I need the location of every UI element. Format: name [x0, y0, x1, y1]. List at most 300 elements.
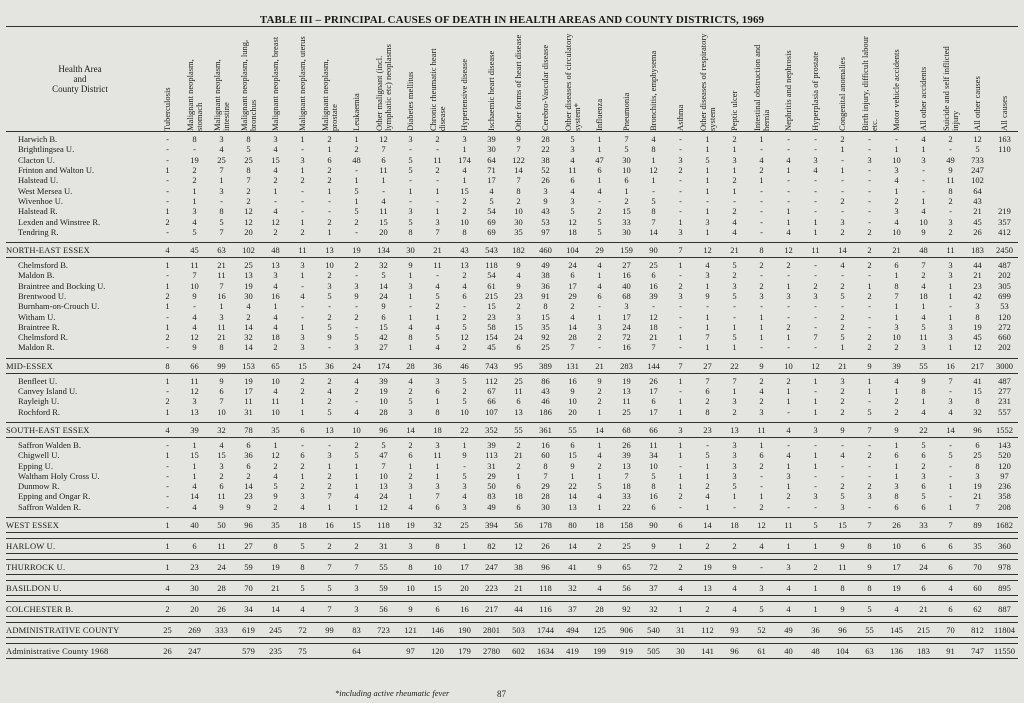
table-cell: 56 [505, 517, 532, 532]
table-cell: 3 [894, 321, 899, 332]
table-cell: 5 [327, 321, 332, 332]
table-cell: 3 [948, 396, 953, 407]
table-cell: 6 [597, 291, 602, 301]
column-header-label: Chronic rheumatic heart disease [427, 48, 447, 131]
table-cell: 42 [973, 291, 982, 301]
table-cell: 10 [271, 375, 280, 386]
table-cell: - [949, 460, 952, 471]
column-header [775, 27, 802, 132]
table-cell: 1 [165, 280, 170, 291]
table-cell: 5 [408, 396, 413, 407]
table-cell: 45 [973, 332, 982, 343]
table-cell: 2 [516, 460, 521, 471]
table-cell: 1 [597, 270, 602, 281]
table-cell: 14 [649, 226, 658, 237]
table-cell: 4 [786, 154, 791, 165]
table-cell: 38 [541, 154, 550, 165]
table-cell: 1 [462, 439, 467, 450]
table-cell: 16 [316, 517, 343, 532]
table-cell: 3 [948, 270, 953, 281]
table-cell: 107 [485, 406, 498, 417]
table-cell: 6 [516, 481, 521, 492]
table-cell: 9 [721, 559, 748, 574]
table-cell: 272 [998, 321, 1011, 332]
table-cell: 183 [964, 242, 991, 257]
table-cell: 27 [379, 342, 388, 353]
table-cell: 3 [435, 439, 440, 450]
table-cell: 3 [219, 460, 224, 471]
table-cell: 12 [505, 538, 532, 553]
table-cell: 3 [300, 260, 305, 271]
table-cell: 3 [732, 470, 737, 481]
table-cell: - [760, 226, 763, 237]
table-cell: 1 [813, 406, 818, 417]
table-cell: 1 [705, 311, 710, 322]
column-header [397, 27, 424, 132]
district-name: WEST ESSEX [6, 517, 154, 532]
table-cell: 2 [300, 481, 305, 492]
table-cell: 12 [568, 216, 577, 227]
table-cell: 11 [244, 396, 253, 407]
table-cell: 21 [262, 580, 289, 595]
table-cell: - [868, 301, 871, 312]
table-cell: 2 [586, 538, 613, 553]
table-cell: 5 [921, 321, 926, 332]
column-header [721, 27, 748, 132]
table-cell: 3 [732, 450, 737, 461]
table-cell: 6 [624, 175, 629, 186]
table-cell: 7 [570, 342, 575, 353]
table-cell: 64 [973, 185, 982, 196]
table-cell: 28 [397, 358, 424, 373]
table-cell: 1 [732, 144, 737, 155]
table-cell: 5 [867, 406, 872, 417]
table-cell: - [706, 301, 709, 312]
table-cell: 1 [802, 580, 829, 595]
table-cell: 5 [462, 321, 467, 332]
district-name: Epping and Ongar R. [18, 491, 91, 502]
table-cell: 7 [246, 175, 251, 186]
table-cell: 4 [273, 206, 278, 217]
table-cell: 91 [937, 643, 964, 658]
table-cell: 21 [217, 260, 226, 271]
table-cell: 1 [894, 386, 899, 397]
table-cell: 35 [514, 226, 523, 237]
table-cell: 1 [165, 406, 170, 417]
table-cell: 11 [217, 491, 226, 502]
table-cell: 1 [435, 460, 440, 471]
table-cell: 1 [165, 260, 170, 271]
table-cell: 30 [622, 226, 631, 237]
health-area-total-row [6, 242, 1018, 257]
table-cell: 10 [379, 396, 388, 407]
table-cell: - [679, 321, 682, 332]
table-cell: 5 [289, 538, 316, 553]
table-cell: 179 [451, 643, 478, 658]
table-cell: 121 [397, 622, 424, 637]
table-cell: 1 [705, 185, 710, 196]
table-cell: 17 [622, 311, 631, 322]
table-cell: 723 [370, 622, 397, 637]
table-cell: 14 [262, 601, 289, 616]
table-cell: 6 [516, 396, 521, 407]
table-cell: 72 [640, 559, 667, 574]
table-cell: 8 [975, 396, 980, 407]
table-cell: - [166, 270, 169, 281]
table-cell: 3 [597, 321, 602, 332]
table-cell: 97 [1000, 470, 1009, 481]
table-cell: 17 [649, 406, 658, 417]
district-name: NORTH-EAST ESSEX [6, 242, 154, 257]
table-cell: 9 [354, 291, 359, 301]
table-cell: 1 [408, 342, 413, 353]
table-cell: - [868, 216, 871, 227]
table-cell: 12 [271, 450, 280, 461]
table-cell: 9 [219, 501, 224, 512]
table-cell: 55 [559, 422, 586, 437]
table-cell: 1 [451, 538, 478, 553]
district-name: Harwich B. [18, 134, 58, 145]
table-cell: 16 [622, 270, 631, 281]
table-cell: 3 [840, 375, 845, 386]
table-cell: 70 [964, 559, 991, 574]
table-cell: 3 [327, 450, 332, 461]
table-cell: 5 [192, 226, 197, 237]
table-cell: 22 [622, 501, 631, 512]
table-cell: 3 [408, 280, 413, 291]
table-cell: 5 [489, 195, 494, 206]
table-cell: 13 [460, 260, 469, 271]
table-cell: - [355, 396, 358, 407]
table-cell: - [733, 311, 736, 322]
table-cell: 92 [613, 601, 640, 616]
table-cell: 1 [597, 406, 602, 417]
table-cell: 2 [840, 321, 845, 332]
table-cell: 1 [354, 134, 359, 145]
table-cell: 1 [435, 470, 440, 481]
district-name: Rochford R. [18, 406, 61, 417]
table-cell: 60 [541, 450, 550, 461]
table-cell: - [922, 185, 925, 196]
column-header [289, 27, 316, 132]
table-cell: 3 [678, 291, 683, 301]
table-cell: 2 [435, 134, 440, 145]
table-cell: 1 [327, 144, 332, 155]
table-cell: 61 [487, 280, 496, 291]
column-header [208, 27, 235, 132]
column-header [478, 27, 505, 132]
table-cell: 520 [998, 450, 1011, 461]
table-cell: 2 [435, 165, 440, 176]
table-cell: 4 [516, 270, 521, 281]
district-row [6, 407, 1018, 417]
table-cell: 389 [532, 358, 559, 373]
table-cell: 9 [586, 559, 613, 574]
table-cell: 13 [316, 242, 343, 257]
district-name: Maldon R. [18, 342, 55, 353]
table-cell: 20 [568, 406, 577, 417]
table-cell: 8 [219, 206, 224, 217]
table-cell: 2 [678, 280, 683, 291]
table-cell: 1744 [532, 622, 559, 637]
table-cell: 32 [559, 580, 586, 595]
table-cell: 277 [998, 386, 1011, 397]
column-header [856, 27, 883, 132]
table-cell: 1 [948, 280, 953, 291]
table-cell: 11 [649, 439, 658, 450]
table-cell: 1 [786, 165, 791, 176]
table-cell: 357 [998, 216, 1011, 227]
column-header [181, 27, 208, 132]
table-cell: 39 [883, 358, 910, 373]
table-cell: 8 [154, 358, 181, 373]
table-cell: 5 [921, 491, 926, 502]
table-cell: 4 [192, 311, 197, 322]
table-cell: - [382, 185, 385, 196]
table-cell: 186 [539, 406, 552, 417]
table-cell: - [598, 342, 601, 353]
table-cell: - [733, 301, 736, 312]
table-cell: 14 [514, 165, 523, 176]
district-row [6, 450, 1018, 460]
table-cell: 19 [397, 517, 424, 532]
table-cell: 2 [867, 332, 872, 343]
table-cell: 32 [379, 260, 388, 271]
column-header-label: Pneumonia [621, 92, 631, 131]
table-cell: 2 [516, 195, 521, 206]
table-cell: 208 [998, 501, 1011, 512]
table-cell: 2 [921, 270, 926, 281]
table-cell: 24 [343, 358, 370, 373]
table-cell: 7 [651, 216, 656, 227]
table-cell: 153 [235, 358, 262, 373]
table-cell: 1 [732, 321, 737, 332]
table-cell: 9 [462, 450, 467, 461]
table-cell: 16 [217, 291, 226, 301]
table-cell: 6 [570, 270, 575, 281]
table-cell: 8 [219, 342, 224, 353]
table-cell: 10 [397, 580, 424, 595]
table-cell: 1 [759, 491, 764, 502]
table-cell: - [679, 386, 682, 397]
table-cell: 2 [732, 175, 737, 186]
table-cell: 3 [840, 216, 845, 227]
table-cell: 78 [235, 422, 262, 437]
table-cell: - [949, 491, 952, 502]
table-cell: - [787, 501, 790, 512]
table-cell: 2 [732, 134, 737, 145]
table-cell: - [598, 195, 601, 206]
table-cell: 1 [678, 481, 683, 492]
table-cell: 2 [354, 311, 359, 322]
column-header-label: Malignant neoplasm, breast [270, 36, 280, 131]
table-cell: - [814, 195, 817, 206]
district-row [6, 132, 1018, 145]
table-cell: 144 [640, 358, 667, 373]
table-cell: 2 [732, 270, 737, 281]
table-cell: 1 [165, 165, 170, 176]
table-cell: 29 [487, 470, 496, 481]
table-cell: 1 [802, 538, 829, 553]
table-cell: 39 [487, 439, 496, 450]
table-cell: 2 [948, 226, 953, 237]
table-cell: 9 [705, 291, 710, 301]
table-cell: 6 [424, 601, 451, 616]
table-cell: 4 [408, 321, 413, 332]
table-cell: 6 [435, 386, 440, 397]
table-cell: 2 [759, 396, 764, 407]
table-cell: 5 [840, 332, 845, 343]
table-cell: 2 [894, 195, 899, 206]
district-name: Chigwell U. [18, 450, 60, 461]
table-cell: 1634 [532, 643, 559, 658]
table-cell: - [922, 175, 925, 186]
table-cell: 1 [435, 311, 440, 322]
table-cell [208, 643, 235, 658]
table-cell: 64 [343, 643, 370, 658]
table-cell: 20 [244, 226, 253, 237]
table-cell: - [868, 270, 871, 281]
table-cell: 14 [190, 491, 199, 502]
table-cell: 146 [424, 622, 451, 637]
table-cell: 14 [694, 517, 721, 532]
table-cell: 1 [894, 301, 899, 312]
table-cell: 22 [451, 422, 478, 437]
table-cell: 2 [840, 134, 845, 145]
table-cell: 6 [910, 580, 937, 595]
table-cell: 178 [532, 517, 559, 532]
table-cell: 39 [181, 422, 208, 437]
table-cell: 99 [316, 622, 343, 637]
table-cell: 361 [532, 422, 559, 437]
table-cell: 18 [289, 517, 316, 532]
table-cell: 11550 [991, 643, 1018, 658]
table-cell: 5 [748, 601, 775, 616]
table-cell: 19 [343, 242, 370, 257]
table-cell: 7 [856, 517, 883, 532]
table-cell: 1 [921, 144, 926, 155]
table-cell: 4 [192, 481, 197, 492]
table-cell: 1 [300, 406, 305, 417]
table-cell: 8 [894, 491, 899, 502]
table-cell: 3 [705, 270, 710, 281]
table-cell: 5 [732, 332, 737, 343]
table-cell: 2 [462, 206, 467, 217]
table-cell: 5 [408, 165, 413, 176]
table-cell: 41 [559, 559, 586, 574]
table-cell: 6 [219, 481, 224, 492]
table-cell: 15 [514, 321, 523, 332]
table-cell: 1 [678, 406, 683, 417]
table-cell: 36 [244, 450, 253, 461]
table-cell: 1 [759, 439, 764, 450]
table-cell: 36 [802, 622, 829, 637]
column-header [613, 27, 640, 132]
table-cell: - [166, 226, 169, 237]
table-cell: 9 [397, 601, 424, 616]
table-cell: 96 [235, 517, 262, 532]
table-cell: 18 [622, 481, 631, 492]
borough-total-row [6, 538, 1018, 553]
district-row [6, 227, 1018, 237]
table-cell: 1 [300, 134, 305, 145]
table-cell: 5 [651, 195, 656, 206]
table-cell: 10 [379, 470, 388, 481]
table-cell: 5 [570, 134, 575, 145]
table-cell: 113 [485, 450, 498, 461]
district-row [6, 175, 1018, 185]
table-cell: 4 [192, 321, 197, 332]
table-cell: 19 [883, 580, 910, 595]
table-cell: 4 [937, 580, 964, 595]
table-cell: - [814, 386, 817, 397]
table-cell: 10 [568, 396, 577, 407]
table-cell: 9 [570, 460, 575, 471]
table-cell: 2 [300, 460, 305, 471]
table-cell: 4 [408, 375, 413, 386]
table-cell: 3 [948, 260, 953, 271]
table-cell: 120 [424, 643, 451, 658]
table-cell: - [814, 175, 817, 186]
table-cell: 215 [910, 622, 937, 637]
table-cell: - [787, 406, 790, 417]
table-cell: 13 [271, 260, 280, 271]
table-cell: 3 [408, 206, 413, 217]
table-cell: 4 [354, 491, 359, 502]
table-cell: - [301, 195, 304, 206]
table-cell: 3 [462, 501, 467, 512]
table-cell: 487 [998, 375, 1011, 386]
table-cell: - [748, 559, 775, 574]
district-row [6, 206, 1018, 216]
table-cell: 7 [435, 491, 440, 502]
table-cell: 7 [219, 165, 224, 176]
table-cell: 70 [937, 622, 964, 637]
table-cell: 19 [973, 481, 982, 492]
table-cell: 43 [541, 206, 550, 217]
table-cell: 2 [732, 206, 737, 217]
table-cell: - [787, 185, 790, 196]
column-header [910, 27, 937, 132]
table-cell: 747 [964, 643, 991, 658]
table-cell: 2 [948, 134, 953, 145]
district-row [6, 281, 1018, 291]
table-cell: 2 [840, 195, 845, 206]
column-header-label: Intestinal obstruction and hernia [751, 44, 771, 131]
table-cell: 3 [462, 481, 467, 492]
table-cell: 557 [998, 406, 1011, 417]
table-cell: 4 [289, 601, 316, 616]
table-cell: 102 [971, 175, 984, 186]
table-cell: 5 [435, 291, 440, 301]
borough-total-row [6, 559, 1018, 574]
district-name: Maldon B. [18, 270, 55, 281]
table-cell: 3 [435, 216, 440, 227]
column-header-label: Bronchitis, emphysema [648, 50, 658, 131]
table-cell: 2 [192, 165, 197, 176]
table-cell: 2 [597, 332, 602, 343]
table-cell: - [355, 165, 358, 176]
table-cell: 7 [705, 332, 710, 343]
table-cell: 19 [694, 559, 721, 574]
table-cell: 1 [786, 280, 791, 291]
table-cell: 6 [651, 396, 656, 407]
table-cell: 1 [840, 144, 845, 155]
table-cell: 2 [408, 439, 413, 450]
table-cell: 2 [597, 460, 602, 471]
table-cell: - [787, 175, 790, 186]
table-cell: 63 [856, 643, 883, 658]
